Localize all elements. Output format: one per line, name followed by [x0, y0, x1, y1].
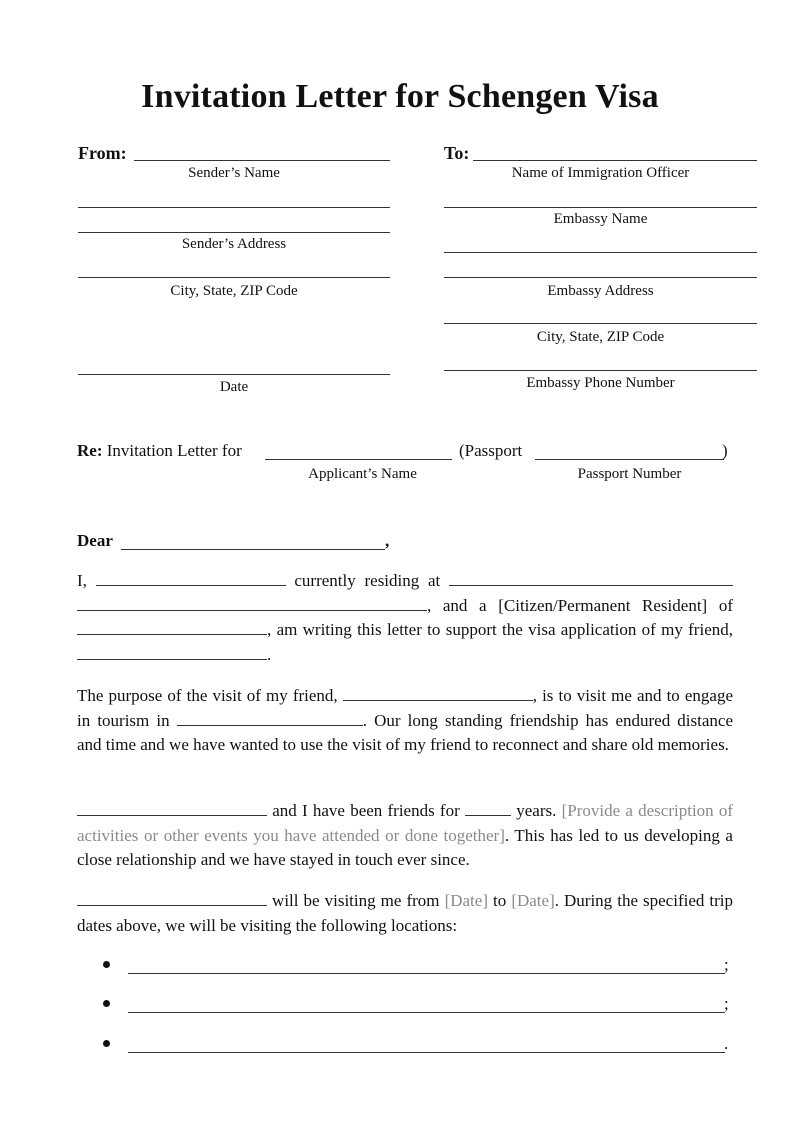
embassy-address-line-1[interactable] [444, 252, 757, 253]
location-line-2[interactable] [128, 1012, 725, 1013]
paragraph-1 [77, 569, 733, 667]
residence-blank-1[interactable] [449, 571, 733, 586]
years-blank[interactable] [465, 801, 511, 816]
sender-name-line[interactable] [134, 160, 390, 161]
embassy-city-caption: City, State, ZIP Code [536, 329, 665, 345]
embassy-name-line[interactable] [444, 207, 757, 208]
p1-text-2: currently residing at [294, 571, 441, 590]
p3-text-1: and I have been friends for [272, 801, 460, 820]
p3-text-2: years. [516, 801, 557, 820]
p1-text-5: . [267, 644, 272, 664]
tourism-location-blank[interactable] [177, 711, 363, 726]
salutation-name-line[interactable] [121, 549, 385, 550]
p3-text-3: . This has led to us developing a close relationship and we have stayed in touch ever since. [77, 825, 733, 869]
officer-name-line[interactable] [473, 160, 757, 161]
from-label: From: [78, 143, 127, 163]
p1-text-3: , and a [Citizen/Permanent Resident] of [427, 595, 733, 615]
inviter-name-blank[interactable] [96, 571, 286, 586]
embassy-city-line[interactable] [444, 323, 757, 324]
re-close-paren: ) [722, 441, 728, 460]
date-caption: Date [219, 379, 249, 395]
friend-name-blank-2[interactable] [77, 801, 267, 816]
sender-address-caption: Sender’s Address [181, 236, 287, 252]
officer-name-caption: Name of Immigration Officer [511, 165, 690, 181]
bullet-dot-3 [103, 1040, 110, 1047]
sender-city-caption: City, State, ZIP Code [170, 283, 298, 299]
bullet-end-1: ; [724, 955, 729, 974]
salutation-comma: , [385, 531, 390, 550]
re-text-before: Invitation Letter for [106, 441, 242, 460]
bullet-dot-1 [103, 961, 110, 968]
embassy-address-caption: Embassy Address [547, 283, 654, 299]
residence-blank-2[interactable] [77, 596, 427, 611]
embassy-name-caption: Embassy Name [553, 211, 648, 227]
bullet-end-3: . [724, 1034, 729, 1053]
passport-number-line[interactable] [535, 459, 724, 460]
date-line[interactable] [78, 374, 390, 375]
location-line-1[interactable] [128, 973, 725, 974]
p4-text-3: . During the specified trip dates above, we will be visiting the following locations: [77, 891, 734, 935]
p4-text-2: to [493, 891, 507, 910]
passport-number-caption: Passport Number [577, 466, 682, 482]
re-passport-label: (Passport [459, 441, 523, 460]
location-line-3[interactable] [128, 1052, 725, 1053]
visitor-name-blank[interactable] [77, 891, 267, 906]
embassy-phone-caption: Embassy Phone Number [526, 375, 675, 391]
embassy-phone-line[interactable] [444, 370, 757, 371]
activities-placeholder[interactable]: [Provide a description of activities or other events you have attended or done together] [77, 801, 734, 845]
country-blank[interactable] [77, 620, 267, 635]
bullet-dot-2 [103, 1000, 110, 1007]
embassy-address-line-2[interactable] [444, 277, 757, 278]
friend-name-blank[interactable] [77, 645, 267, 660]
end-date-placeholder[interactable]: [Date] [511, 891, 555, 910]
start-date-placeholder[interactable]: [Date] [444, 891, 488, 910]
paragraph-4 [77, 889, 733, 938]
bullet-end-2: ; [724, 994, 729, 1013]
p1-text-4: , am writing this letter to support the visa application of my friend, [267, 620, 733, 639]
p2-text-1: The purpose of the visit of my friend, [77, 686, 338, 705]
document-title: Invitation Letter for Schengen Visa [141, 78, 659, 115]
paragraph-3 [77, 799, 733, 873]
applicant-name-line[interactable] [265, 459, 452, 460]
sender-address-line-2[interactable] [78, 232, 390, 233]
p1-text-1: I, [77, 571, 87, 590]
paragraph-2 [77, 684, 733, 758]
re-line [77, 441, 242, 461]
re-label: Re: [77, 441, 103, 460]
p4-text-1: will be visiting me from [272, 891, 440, 910]
purpose-friend-blank[interactable] [343, 686, 533, 701]
sender-city-line[interactable] [78, 277, 390, 278]
sender-address-line-1[interactable] [78, 207, 390, 208]
p2-text-3: . Our long standing friendship has endured distance and time and we have wanted to use the visit of my friend to reconnect and share old memories. [77, 710, 734, 754]
applicant-name-caption: Applicant’s Name [308, 466, 417, 482]
to-label: To: [444, 143, 470, 163]
p2-text-2: , is to visit me and to engage in tourism in [77, 686, 733, 730]
salutation-label: Dear [77, 531, 113, 550]
sender-name-caption: Sender’s Name [188, 165, 280, 181]
